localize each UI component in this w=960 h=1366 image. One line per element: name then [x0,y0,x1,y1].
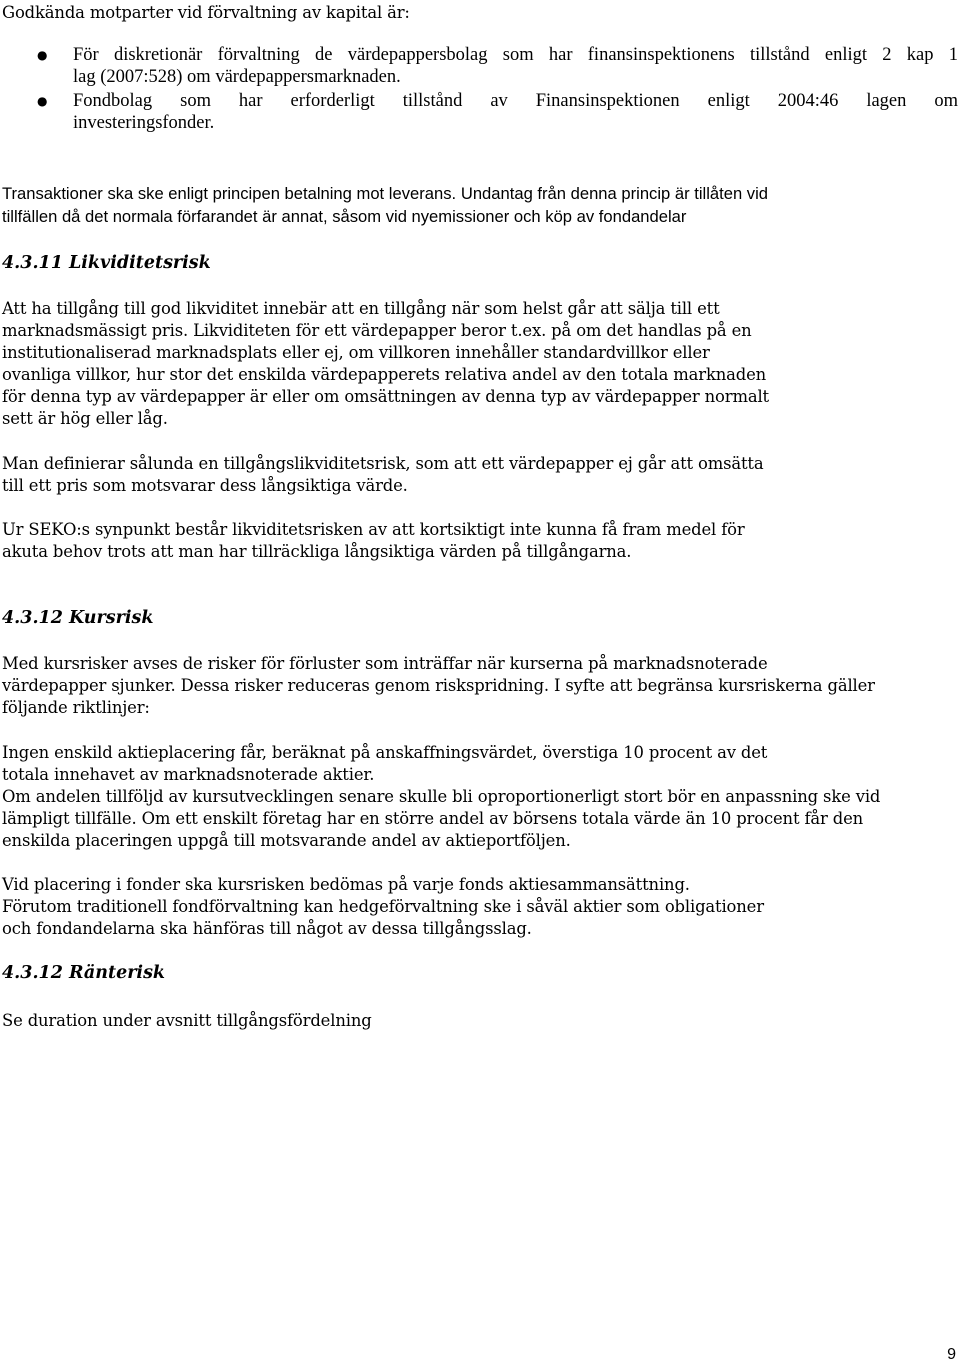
counterparty-list [0,44,958,134]
text-line: marknadsmässigt pris. Likviditeten för ett värdepapper beror t.ex. på om det handlas på en [2,321,752,340]
text-line: totala innehavet av marknadsnoterade aktier. [2,765,375,784]
list-item [0,90,958,134]
text-line: Vid placering i fonder ska kursrisken bedömas på varje fonds aktiesammansättning. [2,875,690,894]
text-line: institutionaliserad marknadsplats eller ej, om villkoren innehåller standardvillkor eller [2,343,710,362]
section-heading-liquidity: 4.3.11 Likviditetsrisk [2,253,211,273]
list-item [0,44,958,88]
text-line: Ingen enskild aktieplacering får, beräknat på anskaffningsvärdet, överstiga 10 procent av det [2,743,768,762]
text-line: Om andelen tillföljd av kursutvecklingen senare skulle bli oproportionerligt stort bör en anpassning ske vid [2,787,881,806]
transactions-text: Undantag från denna princip är tillåten vid [460,184,769,203]
text-line: följande riktlinjer: [2,698,150,717]
transactions-line: tillfällen då det normala förfarandet är annat, såsom vid nyemissioner och köp av fondandelar [2,207,687,226]
price-risk-guidelines-paragraph [2,742,880,852]
text-line: Förutom traditionell fondförvaltning kan hedgeförvaltning ske i såväl aktier som obligationer [2,897,764,916]
text-line: och fondandelarna ska hänföras till något av dessa tillgångsslag. [2,919,532,938]
interest-risk-text: Se duration under avsnitt tillgångsfördelning [2,1011,372,1030]
text-line: för denna typ av värdepapper är eller om omsättningen av denna typ av värdepapper normalt [2,387,769,406]
text-line: till ett pris som motsvarar dess långsiktiga värde. [2,476,408,495]
text-line: Man definierar sålunda en tillgångslikviditetsrisk, som att ett värdepapper ej går att omsätta [2,454,764,473]
bullet-icon: ● [37,94,48,108]
list-item-line: Fondbolag som har erforderligt tillstånd av Finansinspektionen enligt 2004:46 lagen om [73,91,958,111]
text-line: värdepapper sjunker. Dessa risker reduceras genom riskspridning. I syfte att begränsa kursriskerna gäller [2,676,875,695]
text-line: ovanliga villkor, hur stor det enskilda värdepapperets relativa andel av den totala marknaden [2,365,767,384]
transactions-text: Transaktioner ska ske enligt principen betalning mot leverans. [2,184,457,203]
text-line: Ur SEKO:s synpunkt består likviditetsrisken av att kortsiktigt inte kunna få fram medel för [2,520,745,539]
transactions-paragraph [2,182,768,228]
text-line: Att ha tillgång till god likviditet innebär att en tillgång när som helst går att sälja till ett [2,299,720,318]
liquidity-paragraph [2,298,769,430]
transactions-line [2,182,768,205]
section-heading-price-risk: 4.3.12 Kursrisk [2,608,154,628]
price-risk-funds-paragraph [2,874,764,940]
list-item-line: lag (2007:528) om värdepappersmarknaden. [73,67,401,87]
list-item-line: För diskretionär förvaltning de värdepappersbolag som har finansinspektionens tillstånd enligt 2 kap 1 [73,45,958,65]
text-line: Med kursrisker avses de risker för förluster som inträffar när kurserna på marknadsnoterade [2,654,768,673]
list-item-line: investeringsfonder. [73,113,215,133]
text-line: sett är hög eller låg. [2,409,168,428]
intro-heading: Godkända motparter vid förvaltning av kapital är: [2,3,410,22]
page-number: 9 [947,1346,956,1363]
section-heading-interest-risk: 4.3.12 Ränterisk [2,963,166,983]
liquidity-definition-paragraph [2,453,764,497]
bullet-icon: ● [37,48,48,62]
price-risk-paragraph [2,653,875,719]
liquidity-seko-paragraph [2,519,745,563]
text-line: lämpligt tillfälle. Om ett enskilt företag har en större andel av börsens totala värde än 10 procent får den [2,809,864,828]
text-line: enskilda placeringen uppgå till motsvarande andel av aktieportföljen. [2,831,571,850]
text-line: akuta behov trots att man har tillräckliga långsiktiga värden på tillgångarna. [2,542,632,561]
